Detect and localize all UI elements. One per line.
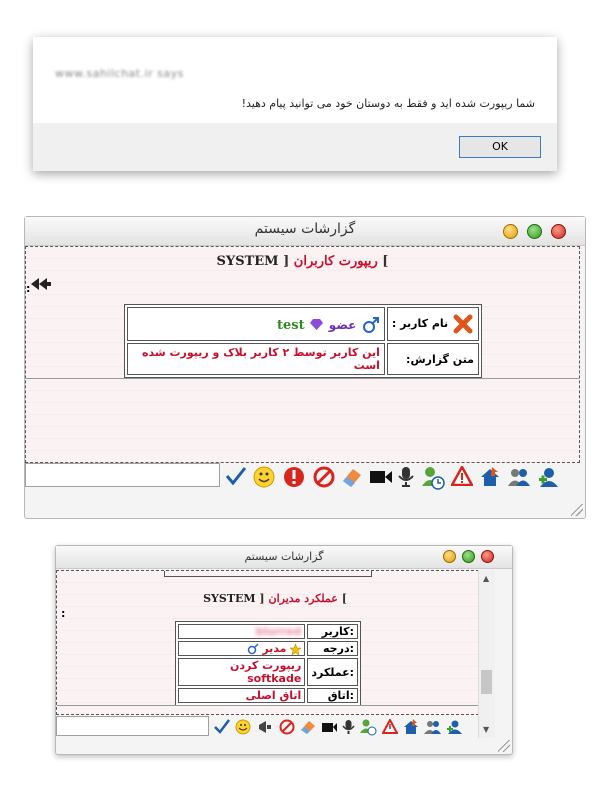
warning-icon[interactable] [382, 719, 398, 734]
scroll-thumb[interactable] [481, 670, 492, 694]
diamond-icon [310, 319, 323, 330]
maximize-icon[interactable] [462, 550, 475, 563]
ok-button[interactable]: OK [459, 136, 541, 158]
block-icon[interactable] [313, 466, 335, 488]
heading-text: ریپورت کاربران [293, 254, 378, 269]
maximize-icon[interactable] [527, 224, 542, 239]
user-value-blurred: blurred [255, 625, 302, 638]
minimize-icon[interactable] [503, 224, 518, 239]
username-cell [127, 307, 385, 341]
side-mark: : [61, 607, 66, 620]
users-icon[interactable] [507, 466, 531, 488]
table-row [127, 307, 479, 341]
table-row [127, 343, 479, 375]
smiley-icon[interactable] [235, 719, 251, 735]
user-role: عضو [328, 318, 357, 333]
message-heading: SYSTEM ] عملکرد مدیران [ [203, 592, 347, 605]
room-label: اتاق: [307, 688, 358, 703]
heading-sender: SYSTEM [216, 254, 279, 269]
microphone-icon[interactable] [397, 466, 415, 488]
window-titlebar[interactable] [56, 546, 512, 569]
check-icon[interactable] [225, 466, 247, 486]
window-title: گزارشات سیستم [254, 221, 356, 237]
resize-grip[interactable] [498, 740, 510, 752]
alert-footer [33, 123, 557, 171]
minimize-icon[interactable] [443, 550, 456, 563]
male-icon [362, 316, 380, 334]
male-icon [247, 643, 259, 655]
alert-origin: www.sahilchat.ir says [55, 67, 184, 80]
scroll-down-icon[interactable]: ▼ [483, 725, 490, 734]
microphone-icon[interactable] [342, 719, 355, 735]
divider [57, 705, 493, 706]
action-label: عملکرد: [307, 658, 358, 686]
rank-value-cell [178, 641, 305, 656]
report-table [124, 304, 482, 378]
resize-grip[interactable] [571, 504, 583, 516]
message-input[interactable] [56, 716, 209, 736]
alert-dialog [33, 37, 557, 171]
report-text-label: :متن گزارش [387, 343, 479, 375]
table-row [178, 641, 358, 656]
heading-text: عملکرد مدیران [268, 592, 338, 605]
username-value[interactable]: test [277, 318, 305, 334]
table-row [178, 658, 358, 686]
alert-message: شما ریپورت شده اید و فقط به دوستان خود می توانید پیام دهید! [241, 97, 535, 110]
action-value: ریپورت کردن softkade [178, 658, 305, 686]
username-label-cell [387, 307, 479, 341]
previous-table-edge [164, 571, 372, 577]
system-reports-window [24, 216, 586, 519]
alert-circle-icon[interactable] [283, 466, 305, 488]
report-text-value: این کاربر توسط ۲ کاربر بلاک و ریپورت شده است [127, 343, 385, 375]
eraser-icon[interactable] [341, 467, 363, 487]
message-input[interactable] [25, 463, 220, 487]
block-icon[interactable] [279, 719, 295, 735]
close-icon[interactable] [481, 550, 494, 563]
check-icon[interactable] [214, 719, 230, 734]
users-icon[interactable] [424, 719, 442, 735]
delete-x-icon[interactable] [452, 313, 474, 335]
megaphone-icon[interactable] [257, 719, 273, 735]
user-clock-icon[interactable] [421, 466, 445, 490]
eraser-icon[interactable] [300, 720, 316, 734]
add-user-icon[interactable] [537, 466, 561, 488]
vertical-scrollbar[interactable] [478, 570, 495, 738]
table-row [178, 624, 358, 639]
camera-icon[interactable] [321, 721, 338, 734]
close-icon[interactable] [551, 224, 566, 239]
star-icon [290, 644, 301, 655]
user-label: کاربر: [307, 624, 358, 639]
scroll-up-icon[interactable]: ▲ [483, 574, 490, 583]
side-mark: : [26, 282, 31, 295]
info-table [175, 621, 361, 706]
chat-area[interactable] [25, 246, 580, 463]
table-row [178, 688, 358, 703]
back-arrows-icon[interactable] [30, 277, 52, 291]
rank-label: درجه: [307, 641, 358, 656]
user-value-cell [178, 624, 305, 639]
add-user-icon[interactable] [446, 719, 464, 735]
camera-icon[interactable] [369, 468, 393, 486]
user-clock-icon[interactable] [360, 719, 377, 736]
system-reports-window-small [55, 545, 513, 755]
rank-value: مدیر [262, 642, 287, 655]
window-title: گزارشات سیستم [244, 550, 324, 563]
room-value: اتاق اصلی [178, 688, 305, 703]
message-heading: SYSTEM ] ریپورت کاربران [ [216, 254, 389, 269]
warning-icon[interactable] [451, 466, 473, 486]
username-label: : نام کاربر [391, 317, 449, 330]
divider [26, 378, 579, 379]
heading-sender: SYSTEM [203, 592, 256, 605]
window-titlebar[interactable] [25, 217, 585, 246]
home-upload-icon[interactable] [479, 466, 501, 488]
home-upload-icon[interactable] [403, 719, 419, 735]
smiley-icon[interactable] [253, 466, 275, 488]
chat-area[interactable] [56, 570, 494, 715]
